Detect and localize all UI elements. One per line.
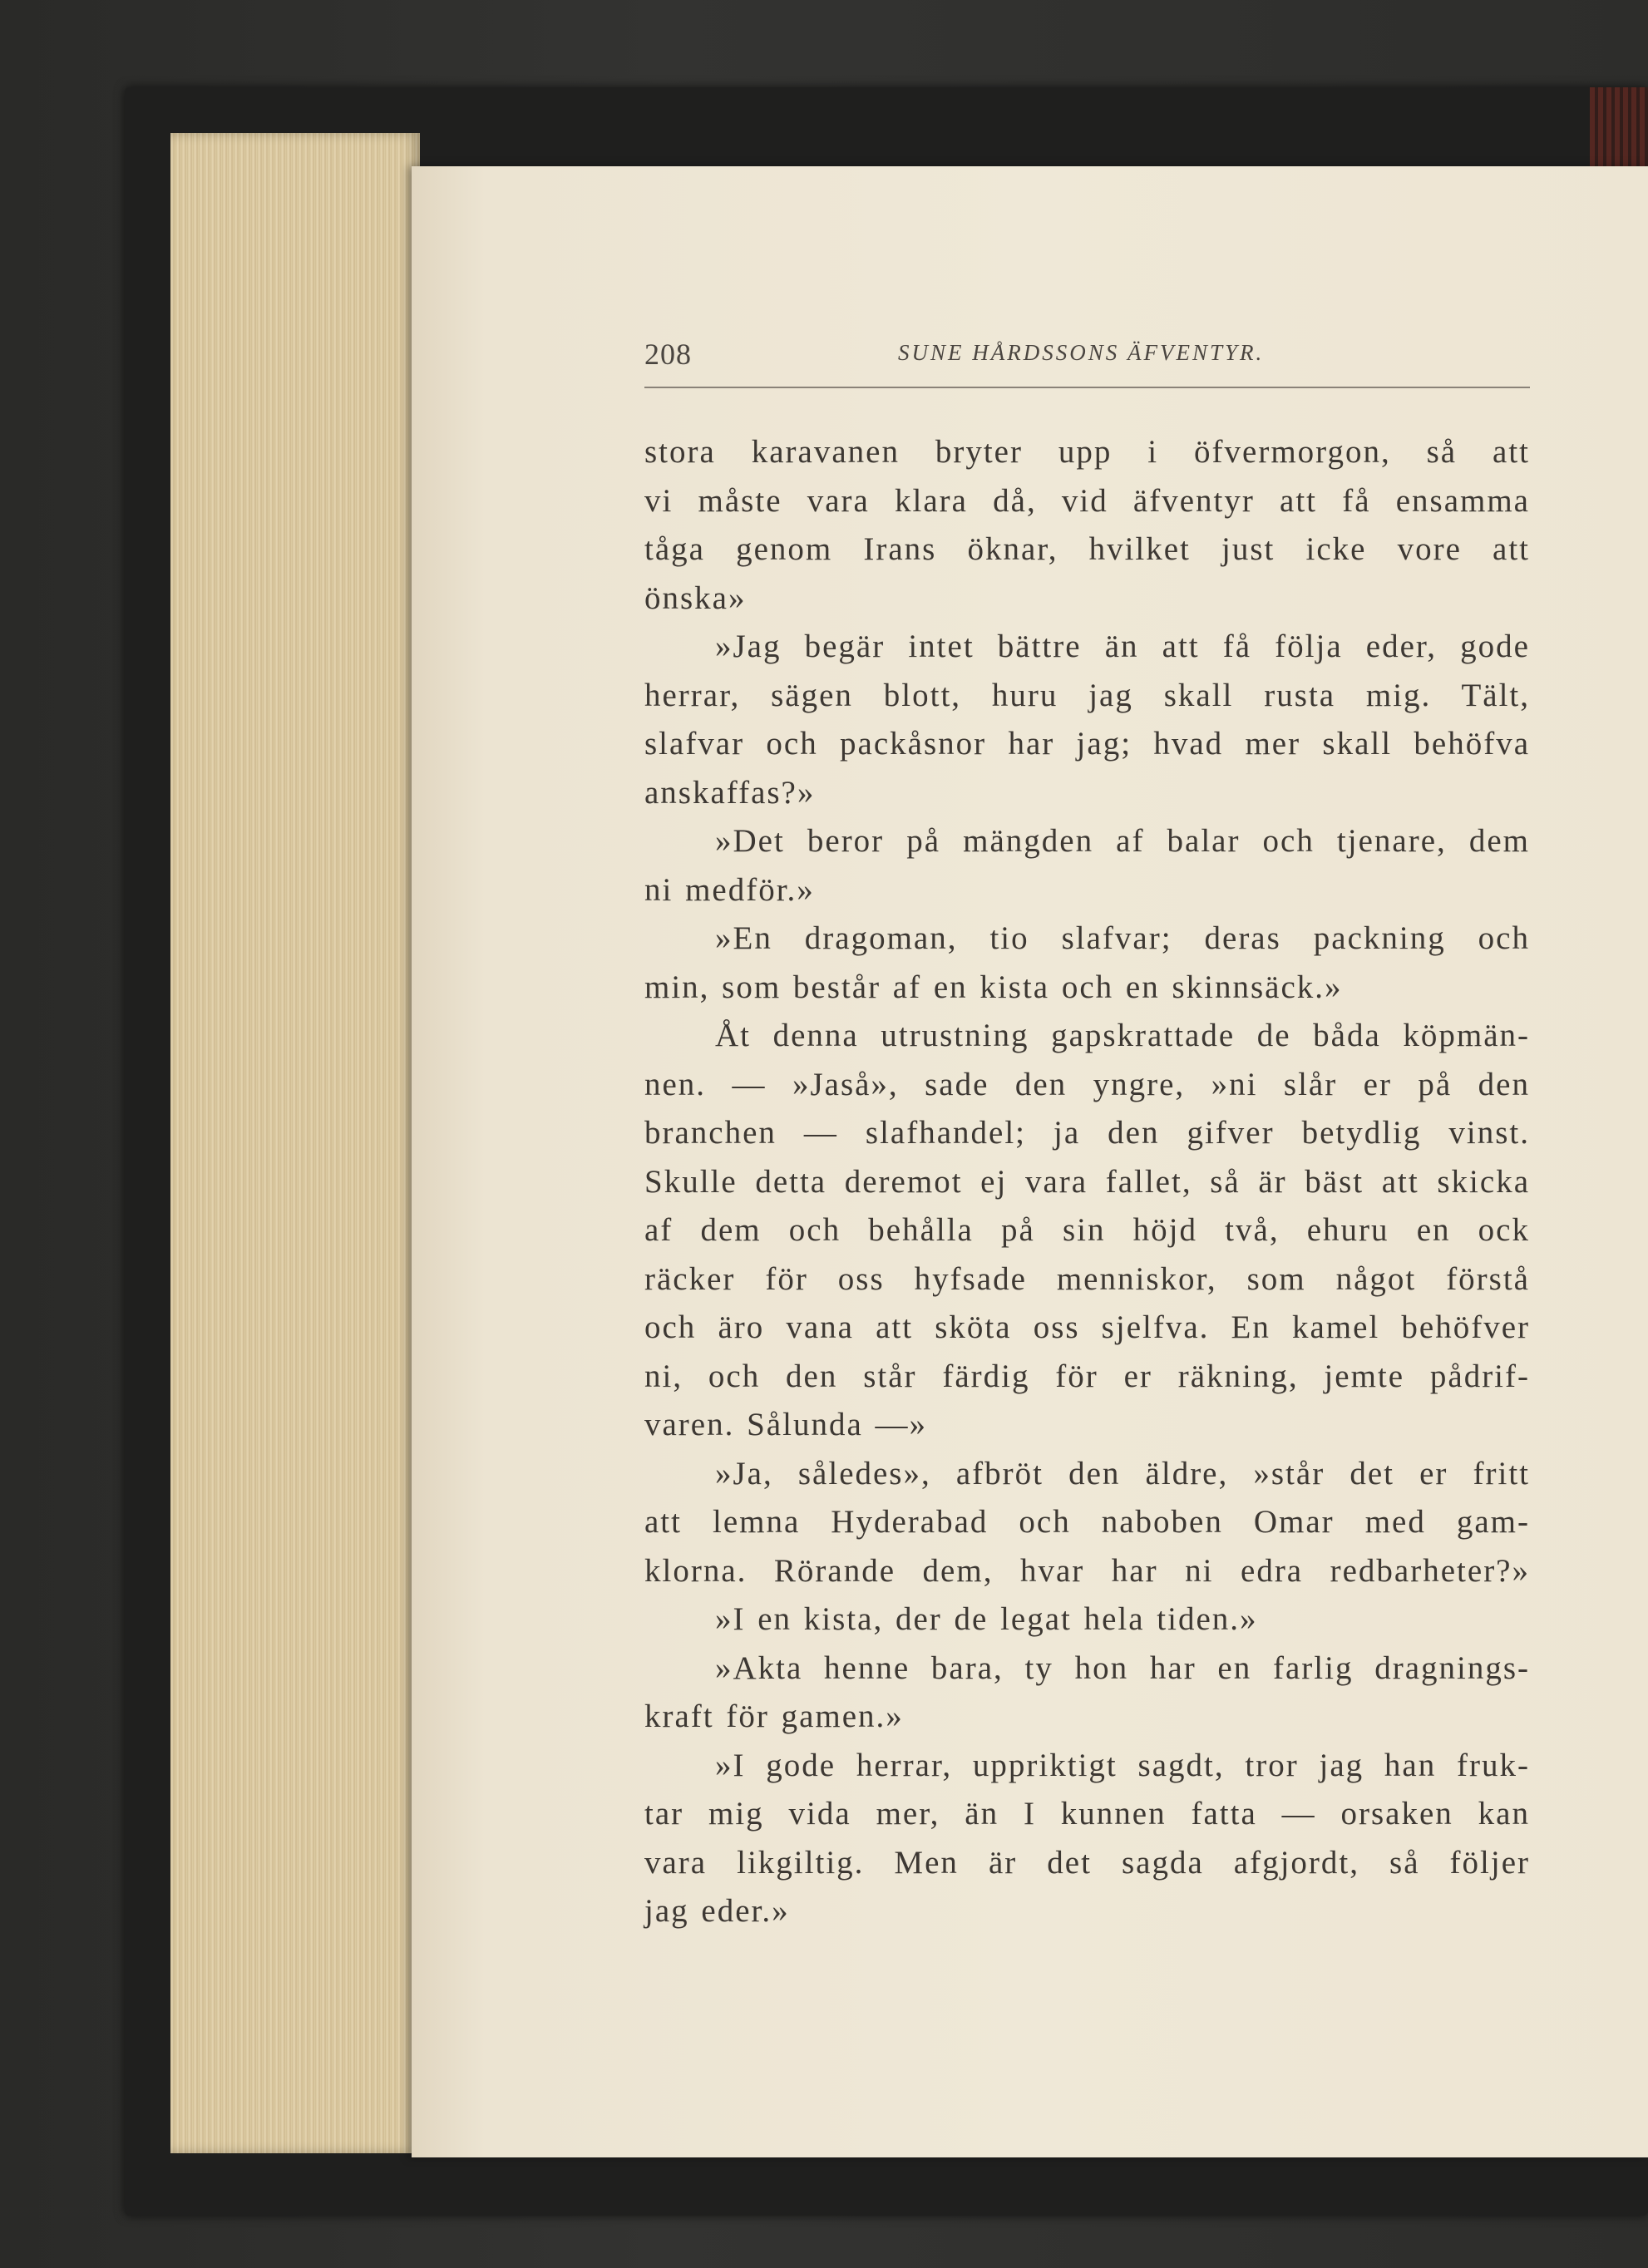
text-line: räcker för oss hyfsade menniskor, som något förstå bbox=[644, 1260, 1530, 1297]
text-line: klorna. Rörande dem, hvar har ni edra redbarheter?» bbox=[644, 1552, 1530, 1589]
text-line: »En dragoman, tio slafvar; deras packning och bbox=[715, 920, 1530, 956]
text-line: tåga genom Irans öknar, hvilket just icke vore att bbox=[644, 531, 1530, 567]
text-line: ni, och den står färdig för er räkning, jemte pådrif- bbox=[644, 1358, 1530, 1394]
text-line: kraft för gamen.» bbox=[644, 1699, 904, 1734]
text-line: herrar, sägen blott, huru jag skall rusta mig. Tält, bbox=[644, 677, 1530, 713]
page-number: 208 bbox=[644, 338, 692, 371]
text-line: tar mig vida mer, än I kunnen fatta — orsaken kan bbox=[644, 1796, 1530, 1832]
page-edges bbox=[170, 133, 420, 2153]
page-header bbox=[644, 337, 1530, 387]
text-line: branchen — slafhandel; ja den gifver betydlig vinst. bbox=[644, 1115, 1530, 1151]
text-line: min, som består af en kista och en skinnsäck.» bbox=[644, 969, 1343, 1005]
text-line: Skulle detta deremot ej vara fallet, så är bäst att skicka bbox=[644, 1163, 1530, 1200]
text-line: slafvar och packåsnor har jag; hvad mer skall behöfva bbox=[644, 726, 1530, 762]
text-line: stora karavanen bryter upp i öfvermorgon, så att bbox=[644, 434, 1530, 470]
text-line: anskaffas?» bbox=[644, 774, 816, 811]
text-line: ni medför.» bbox=[644, 871, 815, 908]
text-line: »Akta henne bara, ty hon har en farlig dragnings- bbox=[715, 1649, 1530, 1686]
text-line: vara likgiltig. Men är det sagda afgjordt, så följer bbox=[644, 1844, 1530, 1881]
text-line: att lemna Hyderabad och naboben Omar med gam- bbox=[644, 1504, 1530, 1540]
text-line: af dem och behålla på sin höjd två, ehuru en ock bbox=[644, 1212, 1530, 1248]
text-line: nen. — »Jaså», sade den yngre, »ni slår er på den bbox=[644, 1066, 1530, 1102]
text-line: önska» bbox=[644, 579, 747, 616]
text-line: »I gode herrar, uppriktigt sagdt, tror jag han fruk- bbox=[715, 1747, 1530, 1783]
header-rule bbox=[644, 387, 1530, 388]
text-line: »Det beror på mängden af balar och tjenare, dem bbox=[715, 823, 1530, 859]
running-title: SUNE HÅRDSSONS ÄFVENTYR. bbox=[898, 340, 1265, 365]
cover-spine-pattern bbox=[1590, 87, 1648, 179]
text-line: varen. Sålunda —» bbox=[644, 1407, 928, 1442]
body-text bbox=[644, 428, 1530, 1936]
text-line: jag eder.» bbox=[644, 1893, 790, 1929]
text-line: »Ja, således», afbröt den äldre, »står det er fritt bbox=[715, 1455, 1530, 1491]
text-line: »I en kista, der de legat hela tiden.» bbox=[715, 1601, 1258, 1637]
text-line: och äro vana att sköta oss sjelfva. En kamel behöfver bbox=[644, 1309, 1530, 1345]
text-line: Åt denna utrustning gapskrattade de båda köpmän- bbox=[715, 1018, 1530, 1053]
text-line: vi måste vara klara då, vid äfventyr att få ensamma bbox=[644, 482, 1530, 519]
text-line: »Jag begär intet bättre än att få följa eder, gode bbox=[715, 629, 1530, 664]
